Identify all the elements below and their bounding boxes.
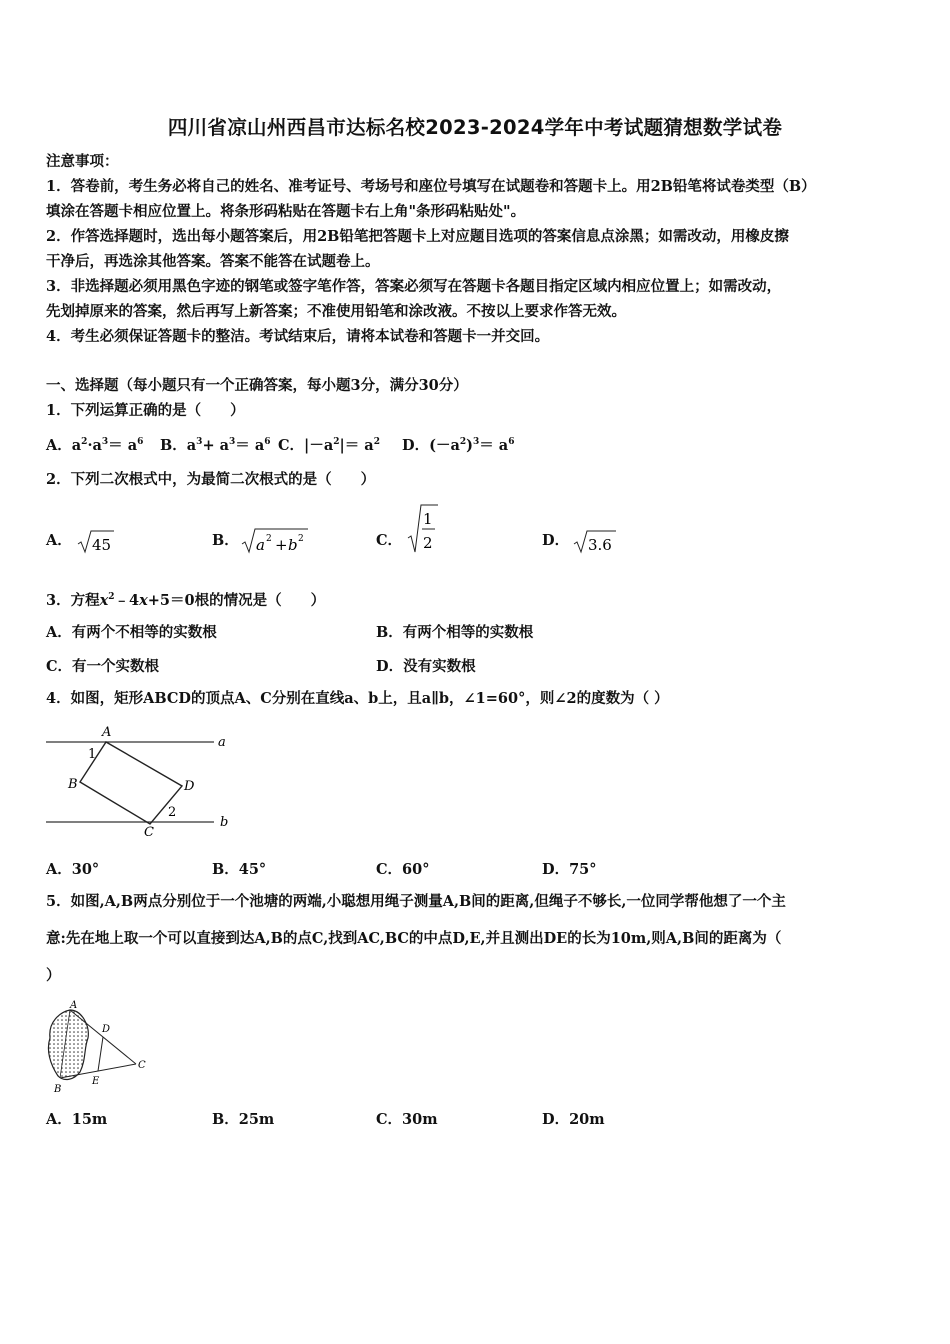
notice-line: 4．考生必须保证答题卡的整洁。考试结束后，请将本试卷和答题卡一并交回。 [46,328,550,345]
q2-option-d-label[interactable]: D． [542,532,570,549]
label-E: E [92,1076,100,1087]
q3-stem-prefix: 3．方程 [46,592,100,609]
sqrt-3-6 [572,528,618,560]
label-B: B [54,1084,62,1095]
q4-option-c[interactable]: C．60° [376,861,430,878]
label-A: A [70,1000,78,1011]
option-label: B． [160,437,187,454]
q3-option-b[interactable]: B．有两个相等的实数根 [376,624,534,641]
notice-line: 3．非选择题必须用黑色字迹的钢笔或签字笔作答，答案必须写在答题卡各题目指定区域内相应位置上；如需改动， [46,278,782,295]
q2-option-b-label[interactable]: B． [212,532,239,549]
notice-line: 2．作答选择题时，选出每小题答案后，用2B铅笔把答题卡上对应题目选项的答案信息点涂黑；如需改动，用橡皮擦 [46,228,789,245]
pond-figure [40,998,160,1098]
page-title: 四川省凉山州西昌市达标名校2023-2024学年中考试题猜想数学试卷 [167,116,783,139]
label-B: B [68,777,78,792]
q1-option-c[interactable]: C．$|-a^2|= a^2$ [278,437,380,454]
question-1-stem: 1．下列运算正确的是（ ） [46,402,245,419]
svg-text:+: + [275,536,288,554]
q1-option-d[interactable]: D．$(-a^2)^3= a^6$ [402,437,515,454]
q3-option-d[interactable]: D．没有实数根 [376,658,476,675]
q1-option-b[interactable]: B．$a^3+ a^3= a^6$ [160,437,271,454]
rectangle-figure [42,720,242,842]
q4-option-b[interactable]: B．45° [212,861,267,878]
section-heading: 一、选择题（每小题只有一个正确答案，每小题3分，满分30分） [46,377,468,394]
label-angle-2: 2 [168,805,177,820]
label-line-a: a [218,735,226,750]
svg-text:2: 2 [266,534,272,544]
q5-option-b[interactable]: B．25m [212,1111,275,1128]
label-C: C [138,1060,146,1071]
notice-heading: 注意事项： [46,153,119,170]
q2-option-c-label[interactable]: C． [376,532,403,549]
label-C: C [144,825,154,840]
q3-option-c[interactable]: C．有一个实数根 [46,658,160,675]
notice-line: 填涂在答题卡相应位置上。将条形码粘贴在答题卡右上角"条形码粘贴处"。 [46,203,526,220]
q5-option-d[interactable]: D．20m [542,1111,605,1128]
label-D: D [102,1024,111,1035]
label-angle-1: 1 [88,747,97,762]
question-4-stem: 4．如图，矩形ABCD的顶点A、C分别在直线a、b上，且a∥b，∠1=60°，则∠2的度数为（ ） [46,690,669,707]
label-line-b: b [220,815,229,830]
option-label: D． [402,437,430,454]
q5-option-a[interactable]: A．15m [46,1111,108,1128]
q3-stem-suffix: 根的情况是（ ） [194,592,326,609]
label-D: D [184,779,195,794]
q3-equation: $x^2﹣4x+5=0$ [99,592,195,609]
sqrt-one-half [406,502,440,560]
question-5-line: 5．如图,A,B两点分别位于一个池塘的两端,小聪想用绳子测量A,B间的距离,但绳子不够长,一位同学帮他想了一个主 [46,893,786,910]
svg-text:a: a [256,536,265,554]
radicand-45: 45 [92,536,112,554]
q4-option-a[interactable]: A．30° [46,861,100,878]
notice-line: 1．答卷前，考生务必将自己的姓名、准考证号、考场号和座位号填写在试题卷和答题卡上。用2B铅笔将试卷类型（B） [46,178,816,195]
q5-option-c[interactable]: C．30m [376,1111,438,1128]
label-A: A [102,725,112,740]
sqrt-45 [76,528,116,560]
question-5-line: 意:先在地上取一个可以直接到达A,B的点C,找到AC,BC的中点D,E,并且测出DE的长为10m,则A,B间的距离为（ [46,930,782,947]
svg-text:b: b [288,536,298,554]
question-3-stem [46,587,325,611]
sqrt-a2-plus-b2 [240,526,312,560]
radicand-3-6: 3.6 [588,536,612,554]
notice-line: 干净后，再选涂其他答案。答案不能答在试题卷上。 [46,253,380,270]
q1-option-a[interactable]: A．$a^2\cdot a^3= a^6$ [46,437,144,454]
denominator: 2 [423,534,433,552]
q4-option-d[interactable]: D．75° [542,861,597,878]
svg-text:2: 2 [298,534,304,544]
numerator: 1 [423,510,433,528]
option-label: C． [278,437,305,454]
q2-option-a-label[interactable]: A． [46,532,72,549]
question-5-line: ） [46,967,61,984]
question-2-stem: 2．下列二次根式中，为最简二次根式的是（ ） [46,471,376,488]
option-label: A． [46,437,72,454]
q3-option-a[interactable]: A．有两个不相等的实数根 [46,624,217,641]
notice-line: 先划掉原来的答案，然后再写上新答案；不准使用铅笔和涂改液。不按以上要求作答无效。 [46,303,626,320]
